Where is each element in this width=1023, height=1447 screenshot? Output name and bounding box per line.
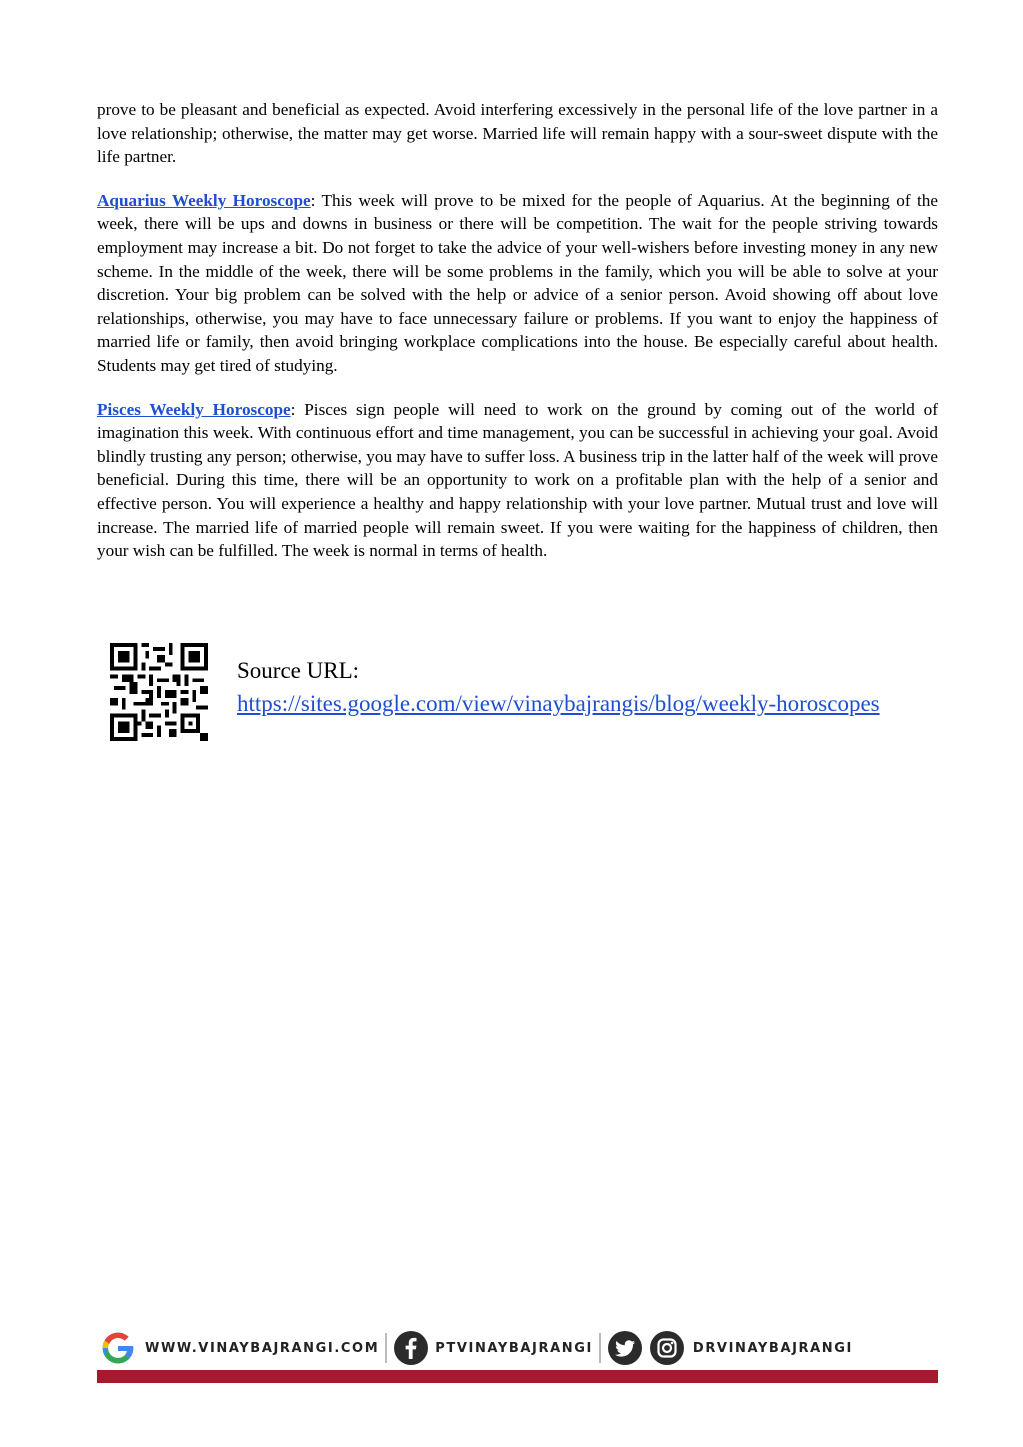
facebook-icon[interactable]: [393, 1330, 429, 1366]
instagram-icon[interactable]: [649, 1330, 685, 1366]
footer-color-bar: [97, 1370, 938, 1383]
google-icon[interactable]: [97, 1330, 139, 1366]
source-label: Source URL:: [237, 658, 360, 683]
footer-row: [97, 1330, 938, 1366]
pisces-text: : Pisces sign people will need to work on the ground by coming out of the world of imagination this week. With continuous effort and time management, you can be successful in achieving your goal. Avoid blindly trusting any person; otherwise, you may have to suffer loss. A business trip in the latter half of the week will prove beneficial. During this time, there will be an opportunity to work on a profitable plan with the help of a senior and effective person. You will experience a healthy and happy relationship with your love partner. Mutual trust and love will increase. The married life of married people will remain sweet. If you were waiting for the happiness of children, then your wish can be fulfilled. The week is normal in terms of health.: [97, 399, 938, 561]
website-label[interactable]: WWW.VINAYBAJRANGI.COM: [145, 1340, 380, 1356]
divider: [385, 1333, 387, 1363]
intro-paragraph: prove to be pleasant and beneficial as expected. Avoid interfering excessively in the personal life of the love partner in a love relationship; otherwise, the matter may get worse. Married life will remain happy with a sour-sweet dispute with the life partner.: [97, 100, 938, 167]
source-url-link[interactable]: https://sites.google.com/view/vinaybajrangis/blog/weekly-horoscopes: [237, 691, 880, 716]
article-body: [97, 98, 938, 583]
pisces-paragraph: [97, 398, 938, 563]
aquarius-text: : This week will prove to be mixed for the people of Aquarius. At the beginning of the week, there will be ups and downs in business or there will be competition. The wait for the people striving towards employment may increase a bit. Do not forget to take the advice of your well-wishers before investing money in any new scheme. In the middle of the week, there will be some problems in the family, which you will be able to solve at your discretion. Your big problem can be solved with the help or advice of a senior person. Avoid showing off about love relationships, otherwise, you may have to face unnecessary failure or problems. If you want to enjoy the happiness of married life or family, then avoid bringing workplace complications into the house. Be especially careful about health. Students may get tired of studying.: [97, 190, 938, 375]
divider: [599, 1333, 601, 1363]
twitter-icon[interactable]: [607, 1330, 643, 1366]
footer-banner: [97, 1330, 938, 1384]
aquarius-paragraph: [97, 189, 938, 378]
aquarius-title-link[interactable]: Aquarius Weekly Horoscope: [97, 190, 311, 210]
qr-code-icon: [110, 643, 208, 741]
facebook-label[interactable]: PTVINAYBAJRANGI: [435, 1340, 593, 1356]
social-handle-label[interactable]: DRVINAYBAJRANGI: [692, 1340, 853, 1356]
source-block: [110, 643, 970, 743]
pisces-title-link[interactable]: Pisces Weekly Horoscope: [97, 399, 291, 419]
